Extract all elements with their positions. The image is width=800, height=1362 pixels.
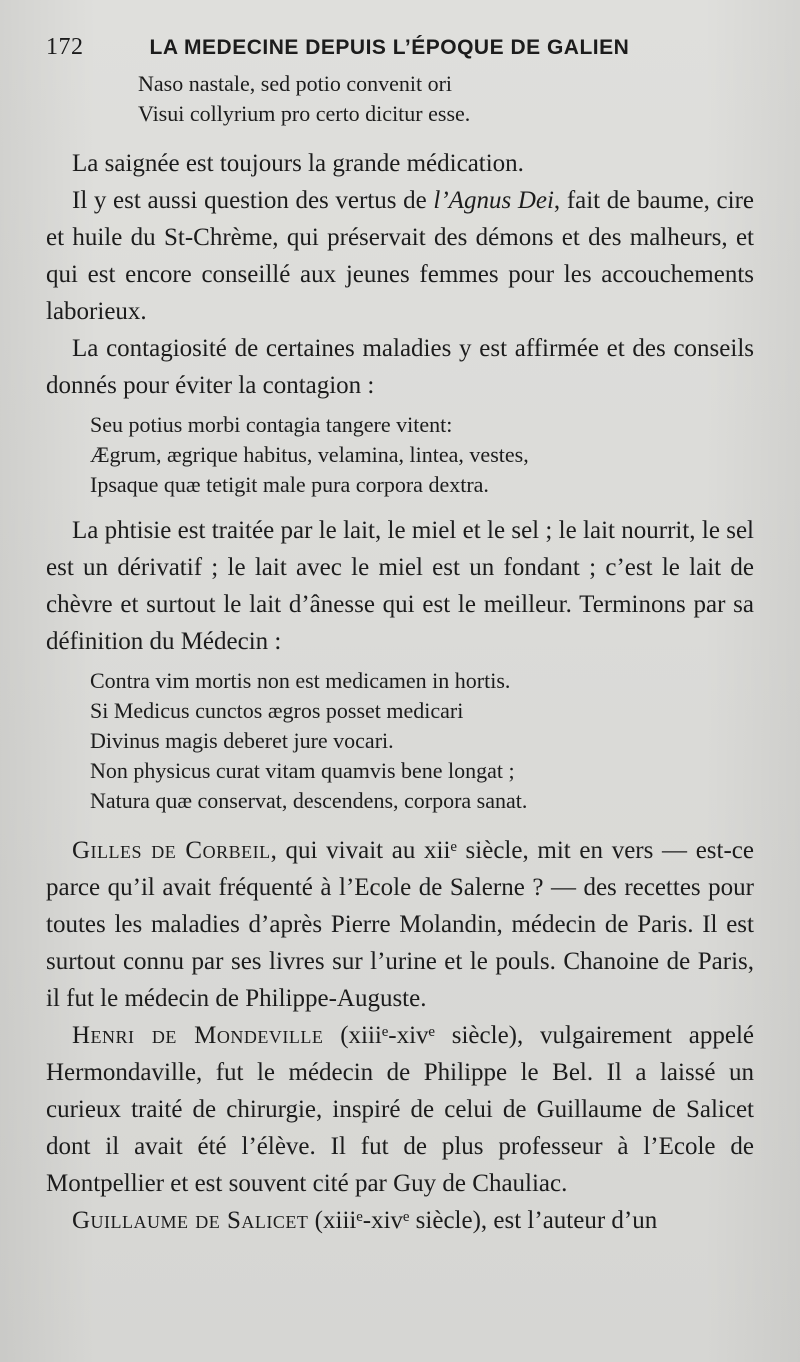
paragraph-gilles-de-corbeil [46, 832, 754, 1017]
paragraph-phtisie: La phtisie est traitée par le lait, le miel et le sel ; le lait nourrit, le sel est un dérivatif ; le lait avec le miel est un fondant ; c’est le lait de chèvre et surtout le lait d’ânesse qui est le meilleur. Terminons par sa définition du Médecin : [46, 517, 754, 655]
running-title: LA MEDECINE DEPUIS L’ÉPOQUE DE GALIEN [149, 36, 630, 59]
person-name: Henri de Mondeville [72, 1022, 324, 1049]
page-header [46, 34, 754, 61]
paragraph-text: , qui vivait au xiiᵉ siècle, mit en vers — est-ce parce qu’il avait fréquenté à l’Ecole de Salerne ? — des recettes pour toutes les maladies d’après Pierre Molandin, médecin de Paris. Il est surtout connu par ses livres sur l’urine et le pouls. Chanoine de Paris, il fut le médecin de Philippe-Auguste. [46, 837, 755, 1012]
latin-verse-2 [46, 410, 754, 500]
verse-line: Visui collyrium pro certo dicitur esse. [138, 101, 471, 126]
paragraph-henri-de-mondeville [46, 1017, 754, 1202]
verse-line: Si Medicus cunctos ægros posset medicari [90, 698, 464, 723]
verse-line: Ipsaque quæ tetigit male pura corpora dextra. [90, 472, 489, 497]
verse-line: Divinus magis deberet jure vocari. [90, 728, 394, 753]
paragraph-text: Il y est aussi question des vertus de [72, 187, 434, 214]
paragraph-text: (xiiiᵉ-xivᵉ siècle), est l’auteur d’un [308, 1207, 658, 1234]
page-number: 172 [46, 34, 84, 60]
verse-line: Ægrum, ægrique habitus, velamina, lintea, vestes, [90, 442, 529, 467]
verse-line: Natura quæ conservat, descendens, corpora sanat. [90, 788, 528, 813]
latin-verse-1 [46, 69, 754, 129]
paragraph-text: , fait de baume, cire et huile du St-Chrème, qui préservait des démons et des malheurs, et qui est encore conseillé aux jeunes femmes pour les accouchements laborieux. [46, 187, 754, 325]
verse-line: Naso nastale, sed potio convenit ori [138, 71, 453, 96]
latin-verse-3 [46, 666, 754, 816]
paragraph-guillaume-de-salicet [46, 1202, 754, 1239]
paragraph-contagion: La contagiosité de certaines maladies y est affirmée et des conseils donnés pour éviter la contagion : [46, 335, 754, 399]
verse-line: Contra vim mortis non est medicamen in hortis. [90, 668, 511, 693]
person-name: Guillaume de Salicet [72, 1207, 309, 1234]
person-name: Gilles de Corbeil [72, 837, 271, 864]
verse-line: Seu potius morbi contagia tangere vitent: [90, 412, 453, 437]
verse-line: Non physicus curat vitam quamvis bene longat ; [90, 758, 515, 783]
paragraph-saignee: La saignée est toujours la grande médication. [72, 150, 524, 177]
paragraph-text: (xiiiᵉ-xivᵉ siècle), vulgairement appelé Hermondaville, fut le médecin de Philippe le Bel. Il a laissé un curieux traité de chirurgie, inspiré de celui de Guillaume de Salicet dont il avait été l’élève. Il fut de plus professeur à l’Ecole de Montpellier et est souvent cité par Guy de Chauliac. [46, 1022, 754, 1197]
paragraph-agnus-dei [46, 182, 754, 330]
italic-term: l’Agnus Dei [433, 187, 554, 214]
